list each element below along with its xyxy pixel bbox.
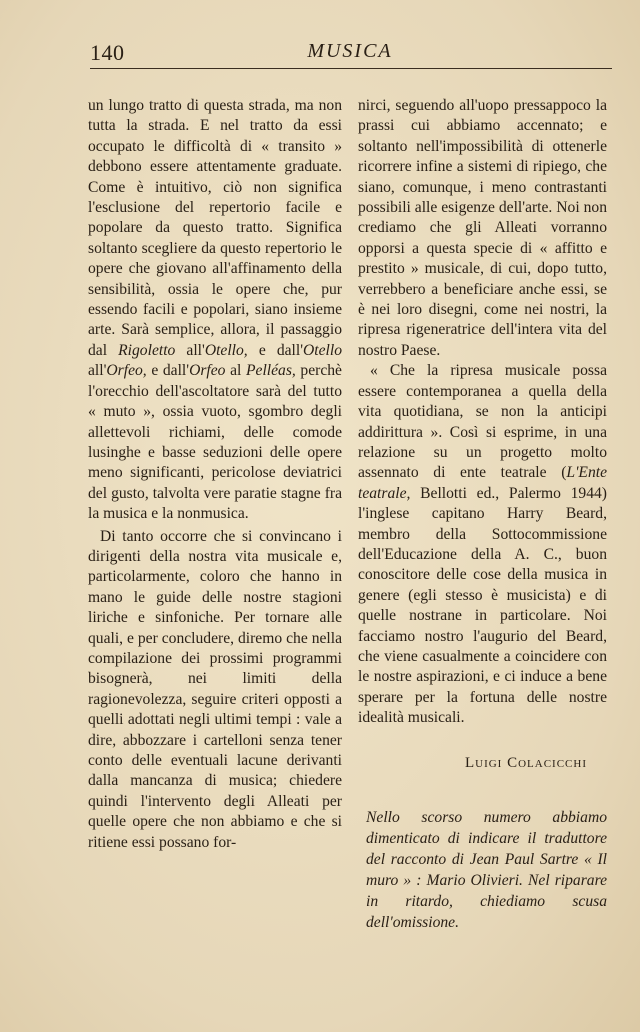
left-paragraph-2: Di tanto occorre che si convincano i dirigenti della nostra vita musicale e, particolarmente, coloro che hanno in mano le guide delle nostre stagioni liriche e sinfoniche. Per tornare alle quali, e per concludere, diremo che nella compilazione dei prossimi programmi bisognerà, nei limiti della ragionevolezza, seguire criteri opposti a quelli adottati negli ultimi tempi : vale a dire, abbozzare i cartelloni senza tener conto delle eventuali lacune derivanti dalla mancanza di musica; chiedere quindi l'intervento degli Alleati per quelle opere che non abbiamo e che si ritiene essi possano for- xyxy=(88,527,342,851)
left-paragraph-1: un lungo tratto di questa strada, ma non tutta la strada. E nel tratto da essi occupato le difficoltà di « transito » debbono essere attentamente graduate. Come è intuitivo, ciò non significa l'esclusione del repertorio facile e popolare da questo tratto. Significa soltanto scegliere da questo repertorio le opere che giovano all'affinamento della sensibilità, ossia le opere che, pur essendo facili e popolari, siano insieme arte. Sarà semplice, allora, il passaggio dal Rigoletto all'Otello, e dall'Otello all'Orfeo, e dall'Orfeo al Pelléas, perchè l'orecchio dell'ascoltatore sarà del tutto « muto », ossia vuoto, sgombro degli allettevoli richiami, delle comode lusinghe e basse seduzioni delle opere meno significanti, pericolose deviatrici del gusto, talvolta vere paratie stagne fra la musica e la nonmusica. xyxy=(88,97,343,523)
header-rule xyxy=(90,68,612,69)
page-header xyxy=(90,40,610,70)
page-number: 140 xyxy=(90,40,125,65)
author-signature: Luigi Colacicchi xyxy=(464,754,587,771)
left-column xyxy=(88,96,342,853)
right-paragraph-1: nirci, seguendo all'uopo pressappoco la prassi cui abbiamo accennato; e soltanto nell'impossibilità di ottenerle ricorrere infine a sistemi di ripiego, che siano, comunque, i meno contrastanti possibili alle esigenze dell'arte. Noi non crediamo che gli Alleati vorranno opporsi a questa specie di « affitto e prestito » musicale, di cui, dopo tutto, verrebbero a beneficiare anche essi, se è nei loro disegni, come nei nostri, la ripresa rigeneratrice dell'intera vita del nostro Paese. xyxy=(358,97,607,359)
editorial-note: Nello scorso numero abbiamo dimenticato di indicare il traduttore del racconto di Jean Paul Sartre « Il muro » : Mario Olivieri. Nel riparare in ritardo, chiediamo scusa dell'omissione. xyxy=(366,809,607,931)
right-column xyxy=(358,96,607,933)
right-paragraph-2: « Che la ripresa musicale possa essere contemporanea a quella della vita quotidiana, se non la anticipi addirittura ». Così si esprime, in una relazione su un progetto molto assennato di ente teatrale (L'Ente teatrale, Bellotti ed., Palermo 1944) l'inglese capitano Harry Beard, membro della Sottocommissione dell'Educazione della A. C., buon conoscitore delle cose della musica in genere (egli stesso è musicista) e di quelle nostrane in particolare. Noi facciamo nostro l'augurio del Beard, che viene casualmente a coincidere con le nostre aspirazioni, e ci induce a bene sperare per la fortuna delle nostre idealità musicali. xyxy=(358,362,607,727)
running-title: MUSICA xyxy=(307,40,393,62)
